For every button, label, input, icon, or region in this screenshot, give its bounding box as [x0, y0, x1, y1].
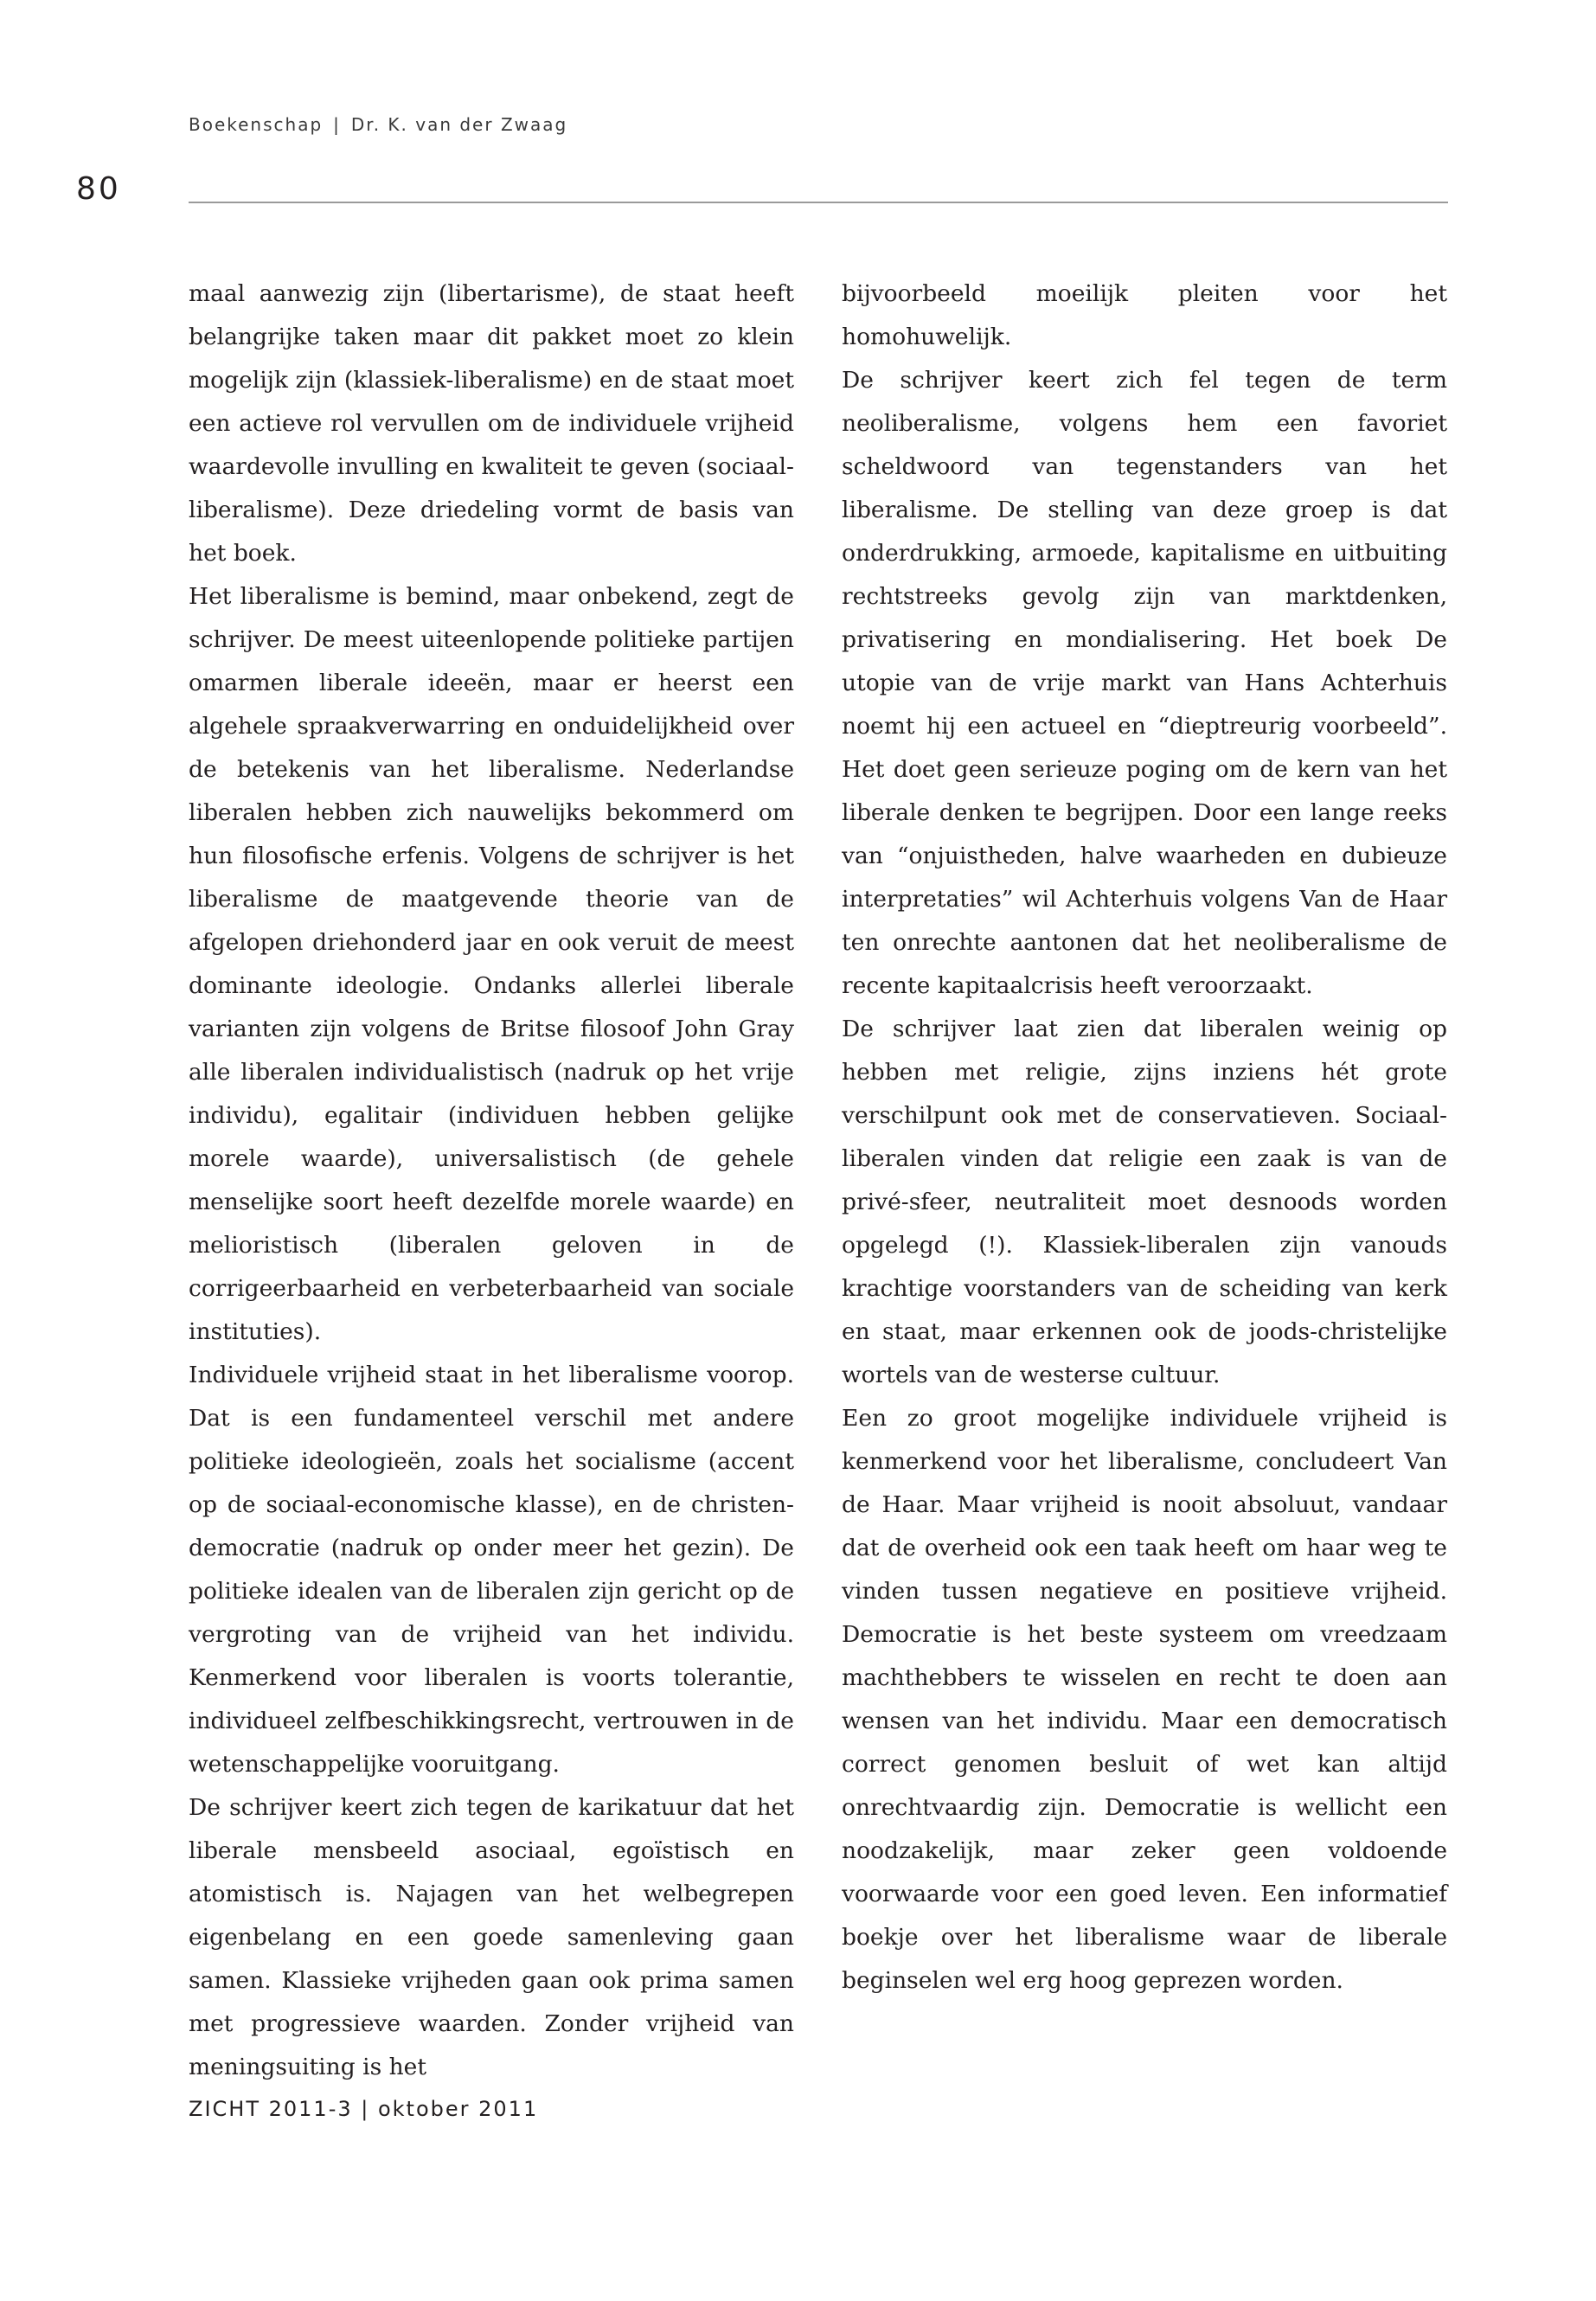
right-column: [842, 272, 1447, 2003]
left-column: [189, 272, 794, 2089]
paragraph: bijvoorbeeld moeilijk pleiten voor het homohuwelijk.: [842, 280, 1447, 350]
running-head: [189, 114, 567, 135]
running-head-separator: |: [333, 114, 341, 135]
header-rule: [189, 202, 1448, 203]
paragraph: Een zo groot mogelijke individuele vrijheid is kenmerkend voor het liberalisme, concludeert Van de Haar. Maar vrijheid is nooit absoluut, vandaar dat de overheid ook een taak heeft om haar weg te vinden tussen negatieve en positieve vrijheid. Democratie is het beste systeem om vreedzaam machthebbers te wisselen en recht te doen aan wensen van het individu. Maar een democratisch correct genomen besluit of wet kan altijd onrechtvaardig zijn. Democratie is wellicht een noodzakelijk, maar zeker geen voldoende voorwaarde voor een goed leven. Een informatief boekje over het liberalisme waar de liberale beginselen wel erg hoog geprezen worden.: [842, 1405, 1447, 1994]
running-head-section: Boekenschap: [189, 114, 324, 135]
running-head-author: Dr. K. van der Zwaag: [350, 114, 568, 135]
paragraph: Individuele vrijheid staat in het liberalisme voorop. Dat is een fundamenteel verschil met andere politieke ideologieën, zoals het socialisme (accent op de sociaal-economische klasse), en de christen-democratie (nadruk op onder meer het gezin). De politieke idealen van de liberalen zijn gericht op de vergroting van de vrijheid van het individu. Kenmerkend voor liberalen is voorts tolerantie, individueel zelfbeschikkingsrecht, vertrouwen in de wetenschappelijke vooruitgang.: [189, 1362, 794, 1778]
paragraph: De schrijver laat zien dat liberalen weinig op hebben met religie, zijns inziens hét grote verschilpunt ook met de conservatieven. Sociaal-liberalen vinden dat religie een zaak is van de privé-sfeer, neutraliteit moet desnoods worden opgelegd (!). Klassiek-liberalen zijn vanouds krachtige voorstanders van de scheiding van kerk en staat, maar erkennen ook de joods-christelijke wortels van de westerse cultuur.: [842, 1016, 1447, 1388]
paragraph: De schrijver keert zich tegen de karikatuur dat het liberale mensbeeld asociaal, egoïstisch en atomistisch is. Najagen van het welbegrepen eigenbelang en een goede samenleving gaan samen. Klassieke vrijheden gaan ook prima samen met progressieve waarden. Zonder vrijheid van meningsuiting is het: [189, 1794, 794, 2080]
paragraph: De schrijver keert zich fel tegen de term neoliberalisme, volgens hem een favoriet scheldwoord van tegenstanders van het liberalisme. De stelling van deze groep is dat onderdrukking, armoede, kapitalisme en uitbuiting rechtstreeks gevolg zijn van marktdenken, privatisering en mondialisering. Het boek De utopie van de vrije markt van Hans Achterhuis noemt hij een actueel en “dieptreurig voorbeeld”. Het doet geen serieuze poging om de kern van het liberale denken te begrijpen. Door een lange reeks van “onjuistheden, halve waarheden en dubieuze interpretaties” wil Achterhuis volgens Van de Haar ten onrechte aantonen dat het neoliberalisme de recente kapitaalcrisis heeft veroorzaakt.: [842, 367, 1447, 999]
page-number: 80: [76, 171, 121, 207]
paragraph: maal aanwezig zijn (libertarisme), de staat heeft belangrijke taken maar dit pakket moet zo klein mogelijk zijn (klassiek-liberalisme) en de staat moet een actieve rol vervullen om de individuele vrijheid waardevolle invulling en kwaliteit te geven (sociaal-liberalisme). Deze driedeling vormt de basis van het boek.: [189, 280, 794, 567]
page-footer: ZICHT 2011-3 | oktober 2011: [189, 2097, 539, 2121]
paragraph: Het liberalisme is bemind, maar onbekend, zegt de schrijver. De meest uiteenlopende politieke partijen omarmen liberale ideeën, maar er heerst een algehele spraakverwarring en onduidelijkheid over de betekenis van het liberalisme. Nederlandse liberalen hebben zich nauwelijks bekommerd om hun filosofische erfenis. Volgens de schrijver is het liberalisme de maatgevende theorie van de afgelopen driehonderd jaar en ook veruit de meest dominante ideologie. Ondanks allerlei liberale varianten zijn volgens de Britse filosoof John Gray alle liberalen individualistisch (nadruk op het vrije individu), egalitair (individuen hebben gelijke morele waarde), universalistisch (de gehele menselijke soort heeft dezelfde morele waarde) en melioristisch (liberalen geloven in de corrigeerbaarheid en verbeterbaarheid van sociale instituties).: [189, 583, 794, 1345]
